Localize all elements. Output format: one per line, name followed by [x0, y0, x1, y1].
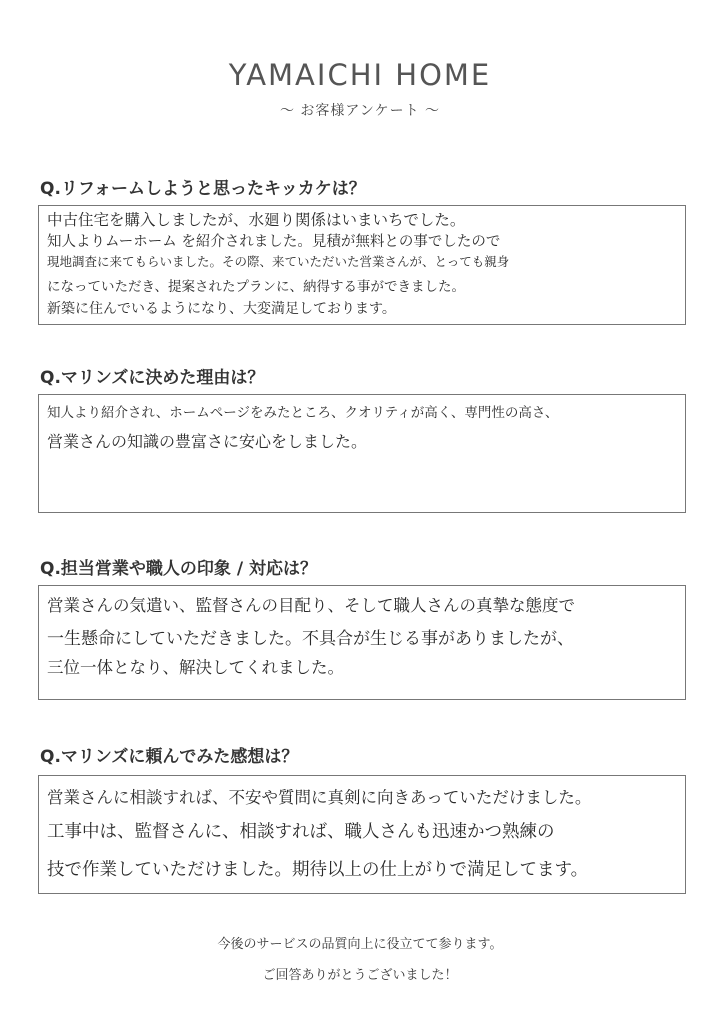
question-2-label: Q.マリンズに決めた理由は？ [40, 368, 265, 388]
answer-4-line-2: 工事中は、監督さんに、相談すれば、職人さんも迅速かつ熟練の [47, 822, 555, 842]
brand-title: YAMAICHI HOME [228, 58, 492, 92]
answer-2-line-1: 知人より紹介され、ホームページをみたところ、クオリティが高く、専門性の高さ、 [47, 405, 559, 421]
answer-3-line-1: 営業さんの気遣い、監督さんの目配り、そして職人さんの真摯な態度で [47, 596, 575, 615]
answer-2-line-2: 営業さんの知識の豊富さに安心をしました。 [47, 432, 368, 451]
answer-1-line-3: 現地調査に来てもらいました。その際、来ていただいた営業さんが、とっても親身 [47, 254, 510, 269]
survey-subtitle: ～ お客様アンケート ～ [279, 103, 441, 119]
answer-1-line-2: 知人よりムーホーム を紹介されました。見積が無料との事でしたので [47, 234, 501, 250]
answer-3-line-3: 三位一体となり、解決してくれました。 [47, 658, 344, 677]
answer-1-line-5: 新築に住んでいるようになり、大変満足しております。 [47, 301, 396, 317]
question-4-label: Q.マリンズに頼んでみた感想は？ [40, 747, 299, 767]
footer-message-2: ご回答ありがとうございました！ [262, 968, 458, 983]
answer-1-line-1: 中古住宅を購入しましたが、水廻り関係はいまいちでした。 [47, 211, 466, 229]
answer-box-4 [38, 775, 686, 894]
question-3-label: Q.担当営業や職人の印象 / 対応は？ [40, 559, 317, 579]
answer-box-2 [38, 394, 686, 513]
answer-3-line-2: 一生懸命にしていただきました。不具合が生じる事がありましたが、 [47, 629, 574, 649]
question-1-label: Q.リフォームしようと思ったキッカケは？ [40, 179, 366, 199]
answer-4-line-3: 技で作業していただけました。期待以上の仕上がりで満足してます。 [47, 860, 589, 880]
answer-box-3 [38, 585, 686, 700]
survey-header [0, 58, 720, 120]
answer-4-line-1: 営業さんに相談すれば、不安や質問に真剣に向きあっていただけました。 [47, 788, 592, 807]
answer-1-line-4: になっていただき、提案されたプランに、納得する事ができました。 [47, 279, 465, 295]
footer-message-1: 今後のサービスの品質向上に役立てて参ります。 [217, 937, 503, 952]
answer-box-1 [38, 205, 686, 325]
